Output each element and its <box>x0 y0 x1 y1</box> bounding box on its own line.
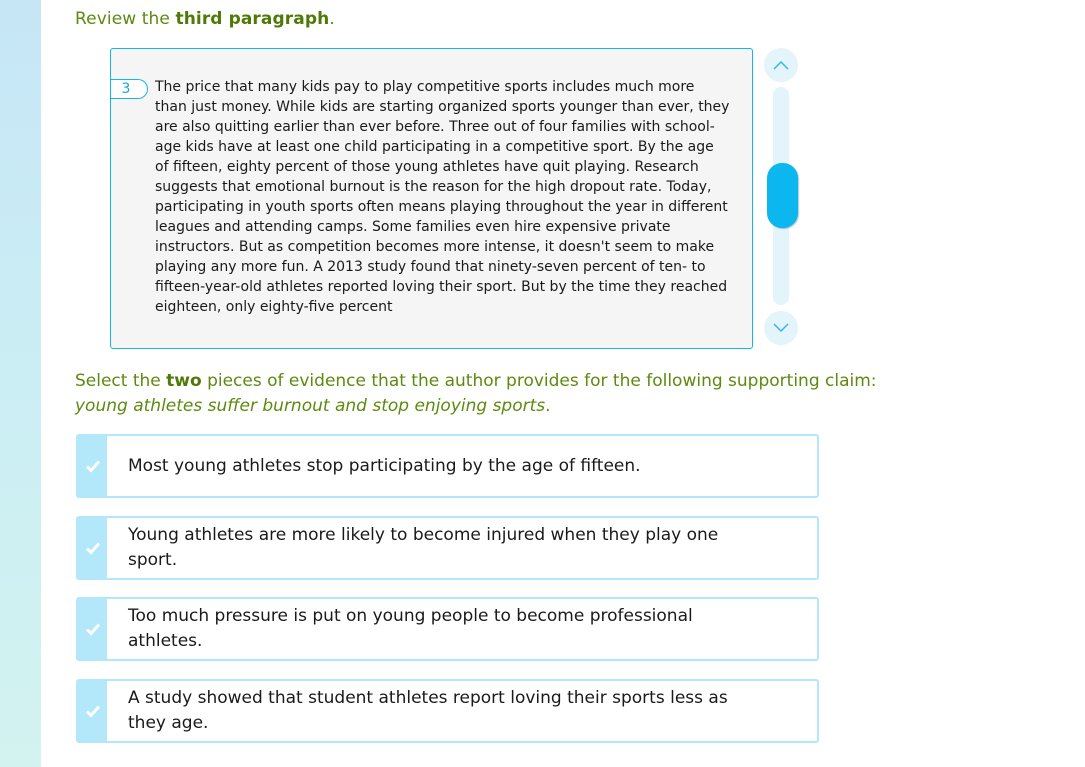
prompt-emphasis: third paragraph <box>175 9 330 29</box>
question-middle: pieces of evidence that the author provides for the following supporting claim: <box>201 371 877 391</box>
paragraph-text: The price that many kids pay to play competitive sports includes much more than just money. While kids are starting organized sports younger than ever, they are also quitting earlier than ever before. Three out of four families with school-age kids have at least one child participating in a competitive sport. By the age of fifteen, eighty percent of those young athletes have quit playing. Research suggests that emotional burnout is the reason for the high dropout rate. Today, participating in youth sports often means playing throughout the year in different leagues and attending camps. Some families even hire expensive private instructors. But as competition becomes more intense, it doesn't seem to make playing any more fun. A 2013 study found that ninety-seven percent of ten- to fifteen-year-old athletes reported loving their sport. But by the time they reached eighteen, only eighty-five percent <box>155 79 730 315</box>
option-checkbox[interactable] <box>78 681 107 741</box>
question-suffix: . <box>545 396 551 416</box>
question-emphasis: two <box>166 371 202 391</box>
chevron-down-icon <box>772 322 790 334</box>
answer-option-4[interactable] <box>76 679 819 743</box>
option-checkbox[interactable] <box>78 436 107 496</box>
option-label: Most young athletes stop participating by the age of fifteen. <box>128 455 641 476</box>
question-prefix: Select the <box>75 371 167 391</box>
checkmark-icon <box>85 459 101 473</box>
instruction-prompt <box>75 9 335 29</box>
option-label: A study showed that student athletes report loving their sports less as they age. <box>128 688 728 733</box>
answer-option-3[interactable] <box>76 597 819 661</box>
scrollbar-thumb[interactable] <box>767 163 798 228</box>
option-checkbox[interactable] <box>78 599 107 659</box>
checkmark-icon <box>85 622 101 636</box>
prompt-suffix: . <box>329 9 335 29</box>
scroll-up-button[interactable] <box>764 48 798 82</box>
paragraph-number-badge: 3 <box>110 79 148 99</box>
passage-box[interactable] <box>110 48 753 349</box>
answer-option-1[interactable] <box>76 434 819 498</box>
scroll-down-button[interactable] <box>764 311 798 345</box>
left-sidebar <box>0 0 41 767</box>
option-checkbox[interactable] <box>78 518 107 578</box>
chevron-up-icon <box>772 59 790 71</box>
prompt-prefix: Review the <box>75 9 176 29</box>
checkmark-icon <box>85 541 101 555</box>
question-text <box>75 369 975 419</box>
answer-option-2[interactable] <box>76 516 819 580</box>
option-label: Young athletes are more likely to become injured when they play one sport. <box>128 525 719 570</box>
option-label: Too much pressure is put on young people to become professional athletes. <box>128 606 693 651</box>
checkmark-icon <box>85 704 101 718</box>
supporting-claim: young athletes suffer burnout and stop enjoying sports <box>75 396 546 416</box>
